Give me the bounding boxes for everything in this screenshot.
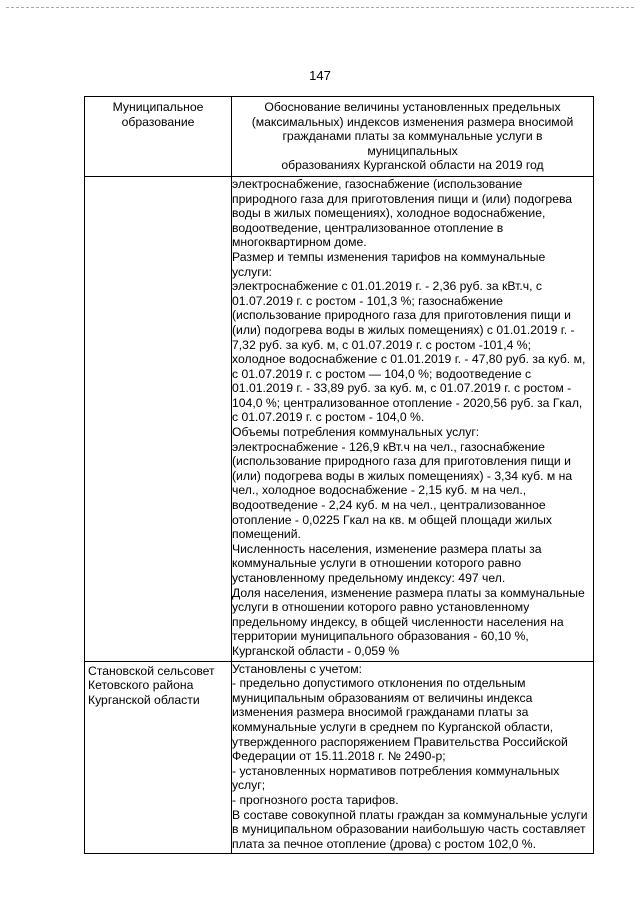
header-justification bbox=[232, 97, 594, 177]
text-line: - установленных нормативов потребления коммунальных bbox=[232, 763, 560, 778]
municipality-cell bbox=[85, 661, 232, 854]
justification-cell bbox=[232, 176, 594, 661]
header-text-line: Обоснование величины установленных предельных bbox=[264, 100, 561, 114]
text-line: электроснабжение - 126,9 кВт.ч на чел., газоснабжение bbox=[232, 439, 545, 454]
justification-cell bbox=[232, 661, 594, 854]
text-line: коммунальные услуги в среднем по Курганской области, bbox=[232, 719, 554, 734]
text-line: услуги: bbox=[232, 264, 272, 279]
text-line: Кетовского района bbox=[88, 678, 194, 693]
text-line: - предельно допустимого отклонения по отдельным bbox=[232, 676, 526, 691]
text-line: (или) подогрева воды в жилых помещениях) с 01.01.2019 г. - bbox=[232, 322, 575, 337]
text-line: услуг; bbox=[232, 778, 266, 793]
text-line: плата за печное отопление (дрова) с ростом 102,0 %. bbox=[232, 836, 537, 851]
text-line: (или) подогрева воды в жилых помещениях) - 3,34 куб. м на bbox=[232, 468, 573, 483]
text-line: Курганской области bbox=[88, 692, 200, 707]
text-line: (использование природного газа для приготовления пищи и bbox=[232, 454, 571, 469]
text-line: 7,32 руб. за куб. м, с 01.07.2019 г. с ростом -101,4 %; bbox=[232, 337, 531, 352]
text-line: многоквартирном доме. bbox=[232, 235, 367, 250]
header-municipality bbox=[85, 97, 232, 177]
header-text-line: Муниципальное bbox=[112, 100, 204, 114]
header-text-line: гражданами платы за коммунальные услуги в муниципальных bbox=[282, 129, 543, 158]
municipality-cell bbox=[85, 176, 232, 661]
text-line: электроснабжение, газоснабжение (использование bbox=[232, 176, 523, 191]
header-text-line: образованиях Курганской области на 2019 год bbox=[281, 158, 544, 173]
text-line: 01.01.2019 г. - 33,89 руб. за куб. м, с 01.07.2019 г. с ростом - bbox=[232, 381, 572, 396]
text-line: Установлены с учетом: bbox=[232, 661, 362, 676]
text-line: изменения размера вносимой гражданами платы за bbox=[232, 705, 529, 720]
table-header-row bbox=[85, 97, 594, 177]
scan-top-edge bbox=[6, 7, 634, 8]
text-line: с 01.07.2019 г. с ростом — 104,0 %; водоотведение с bbox=[232, 366, 532, 381]
text-line: холодное водоснабжение с 01.01.2019 г. - 47,80 руб. за куб. м, bbox=[232, 352, 586, 367]
text-line: воды в жилых помещениях), холодное водоснабжение, bbox=[232, 206, 546, 221]
text-line: 01.07.2019 г. с ростом - 101,3 %; газоснабжение bbox=[232, 293, 503, 308]
table-row bbox=[85, 661, 594, 854]
tariff-table bbox=[84, 96, 594, 854]
text-line: электроснабжение с 01.01.2019 г. - 2,36 руб. за кВт.ч, с bbox=[232, 279, 542, 294]
text-line: В составе совокупной платы граждан за коммунальные услуги bbox=[232, 807, 588, 822]
text-line: природного газа для приготовления пищи и (или) подогрева bbox=[232, 191, 573, 206]
text-line: коммунальные услуги в отношении которого равно bbox=[232, 556, 522, 571]
text-line: Федерации от 15.11.2018 г. № 2490-р; bbox=[232, 749, 446, 764]
header-text-line: (максимальных) индексов изменения размера вносимой bbox=[251, 114, 574, 129]
text-line: 104,0 %; централизованное отопление - 2020,56 руб. за Гкал, bbox=[232, 395, 583, 410]
text-line: предельному индексу, в общей численности населения на bbox=[232, 614, 564, 629]
table-row bbox=[85, 176, 594, 661]
text-line: Доля населения, изменение размера платы за коммунальные bbox=[232, 585, 585, 600]
text-line: (использование природного газа для приготовления пищи и bbox=[232, 308, 571, 323]
text-line: чел., холодное водоснабжение - 2,15 куб. м на чел., bbox=[232, 483, 527, 498]
text-line: установленному предельному индексу: 497 чел. bbox=[232, 571, 506, 585]
text-line: территории муниципального образования - 60,10 %, bbox=[232, 629, 529, 644]
text-line: Курганской области - 0,059 % bbox=[232, 643, 400, 658]
text-line: утвержденного распоряжением Правительства Российской bbox=[232, 734, 568, 749]
text-line: в муниципальном образовании наибольшую часть составляет bbox=[232, 822, 586, 837]
text-line: Становской сельсовет bbox=[88, 663, 215, 678]
text-line: водоотведение - 2,24 куб. м на чел., централизованное bbox=[232, 498, 546, 513]
text-line: водоотведение, централизованное отопление в bbox=[232, 220, 504, 235]
page-number: 147 bbox=[309, 68, 331, 83]
text-line: Размер и темпы изменения тарифов на коммунальные bbox=[232, 249, 546, 264]
text-line: помещений. bbox=[232, 527, 301, 542]
text-line: - прогнозного роста тарифов. bbox=[232, 792, 399, 807]
text-line: с 01.07.2019 г. с ростом - 104,0 %. bbox=[232, 410, 425, 425]
text-line: муниципальным образованиям от величины индекса bbox=[232, 690, 533, 705]
text-line: Численность населения, изменение размера платы за bbox=[232, 541, 542, 556]
text-line: отопление - 0,0225 Гкал на кв. м общей площади жилых bbox=[232, 512, 553, 527]
header-text-line: образование bbox=[121, 114, 195, 129]
text-line: Объемы потребления коммунальных услуг: bbox=[232, 425, 480, 440]
text-line: услуги в отношении которого равно установленному bbox=[232, 600, 530, 615]
